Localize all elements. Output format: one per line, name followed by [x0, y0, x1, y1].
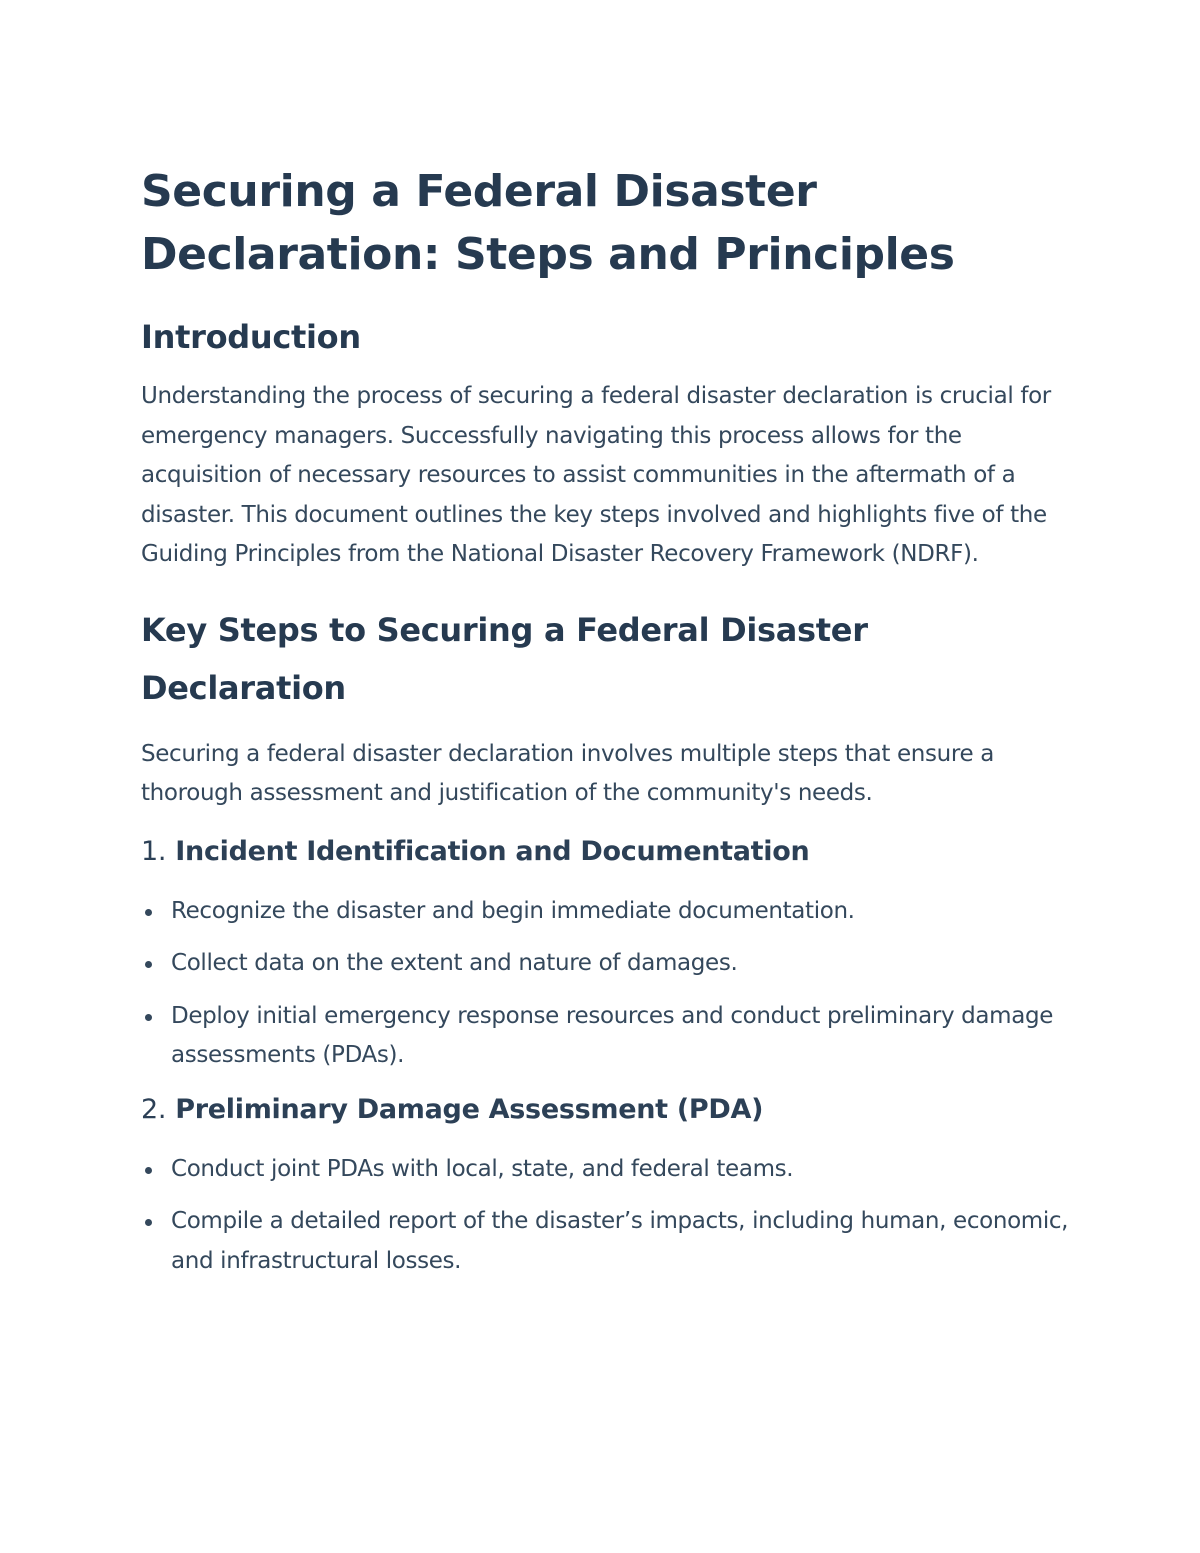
key-steps-heading: Key Steps to Securing a Federal Disaster Declaration — [141, 610, 868, 707]
list-item-text: Collect data on the extent and nature of damages. — [171, 950, 738, 976]
introduction-heading: Introduction — [141, 318, 361, 356]
list-item — [141, 1202, 1071, 1281]
bullet-icon — [145, 1219, 152, 1226]
list-item-text: Compile a detailed report of the disaster’s impacts, including human, economic, and infrastructural losses. — [171, 1208, 1069, 1274]
step-2-bullet-list — [141, 1150, 1071, 1282]
bullet-icon — [145, 909, 152, 916]
step-2-number: 2. — [141, 1093, 167, 1125]
list-item — [141, 892, 1071, 932]
step-2-heading — [141, 1090, 1071, 1130]
bullet-icon — [145, 961, 152, 968]
step-1-number: 1. — [141, 835, 167, 867]
key-steps-paragraph: Securing a federal disaster declaration involves multiple steps that ensure a thorough assessment and justification of the community's needs. — [141, 740, 994, 806]
list-item — [141, 944, 1071, 984]
list-item-text: Deploy initial emergency response resources and conduct preliminary damage assessments (PDAs). — [171, 1002, 1054, 1068]
list-item-text: Recognize the disaster and begin immediate documentation. — [171, 897, 855, 924]
step-1-bullet-list — [141, 892, 1071, 1076]
list-item-text: Conduct joint PDAs with local, state, and federal teams. — [171, 1155, 794, 1182]
bullet-icon — [145, 1014, 152, 1021]
list-item — [141, 1150, 1071, 1190]
list-item — [141, 997, 1071, 1076]
step-1-title: Incident Identification and Documentation — [175, 835, 810, 867]
document-title: Securing a Federal Disaster Declaration: Steps and Principles — [141, 166, 955, 280]
step-2-title: Preliminary Damage Assessment (PDA) — [175, 1093, 764, 1125]
step-1-heading — [141, 832, 1071, 872]
document-page — [141, 160, 1071, 1281]
bullet-icon — [145, 1167, 152, 1174]
introduction-paragraph: Understanding the process of securing a federal disaster declaration is crucial for emergency managers. Successfully navigating this process allows for the acquisition of necessary resources to assist communities in the aftermath of a disaster. This document outlines the key steps involved and highlights five of the Guiding Principles from the National Disaster Recovery Framework (NDRF). — [141, 383, 1051, 567]
